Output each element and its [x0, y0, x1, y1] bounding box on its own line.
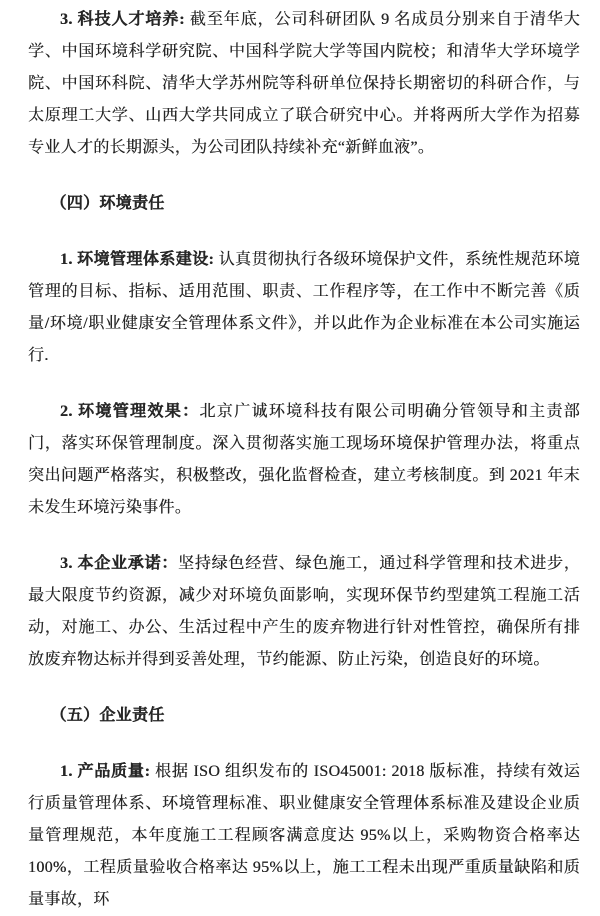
paragraph-label: 2. 环境管理效果：	[60, 403, 200, 420]
paragraph-label: 1. 产品质量:	[60, 763, 155, 780]
paragraph-label: 1. 环境管理体系建设:	[60, 251, 219, 268]
paragraph-text: 根据 ISO 组织发布的 ISO45001: 2018 版标准，持续有效运行质量管理体系、环境管理标准、职业健康安全管理体系标准及建设企业质量管理规范，本年度施工工程顾客满意度达 95%以上，采购物资合格率达 100%，工程质量验收合格率达 95%以上，施工工程未出现严重质量缺陷和质量事故，环	[28, 763, 580, 908]
paragraph-text: 截至年底，公司科研团队 9 名成员分别来自于清华大学、中国环境科学研究院、中国科学院大学等国内院校；和清华大学环境学院、中国环科院、清华大学苏州院等科研单位保持长期密切的科研合作，与太原理工大学、山西大学共同成立了联合研究中心。并将两所大学作为招募专业人才的长期源头，为公司团队持续补充“新鲜血液”。	[28, 11, 580, 156]
paragraph-env-management-effect	[28, 396, 580, 524]
paragraph-text: 坚持绿色经营、绿色施工，通过科学管理和技术进步，最大限度节约资源，减少对环境负面影响，实现环保节约型建筑工程施工活动，对施工、办公、生活过程中产生的废弃物进行针对性管控，确保所有排放废弃物达标并得到妥善处理，节约能源、防止污染，创造良好的环境。	[28, 555, 581, 668]
paragraph-env-management-system	[28, 244, 580, 372]
paragraph-product-quality	[28, 756, 580, 916]
paragraph-text: 北京广诚环境科技有限公司明确分管领导和主责部门，落实环保管理制度。深入贯彻落实施工现场环境保护管理办法，将重点突出问题严格落实，积极整改，强化监督检查，建立考核制度。到 2021 年末未发生环境污染事件。	[28, 403, 580, 516]
paragraph-tech-talent	[28, 4, 580, 164]
paragraph-company-commitment	[28, 548, 580, 676]
section-heading-enterprise: （五）企业责任	[50, 707, 165, 724]
paragraph-label: 3. 本企业承诺：	[60, 555, 178, 572]
paragraph-text: 认真贯彻执行各级环境保护文件，系统性规范环境管理的目标、指标、适用范围、职责、工作程序等，在工作中不断完善《质量/环境/职业健康安全管理体系文件》，并以此作为企业标准在本公司实施运行.	[28, 251, 580, 364]
section-heading-environment: （四）环境责任	[50, 195, 165, 212]
paragraph-label: 3. 科技人才培养:	[60, 11, 190, 28]
